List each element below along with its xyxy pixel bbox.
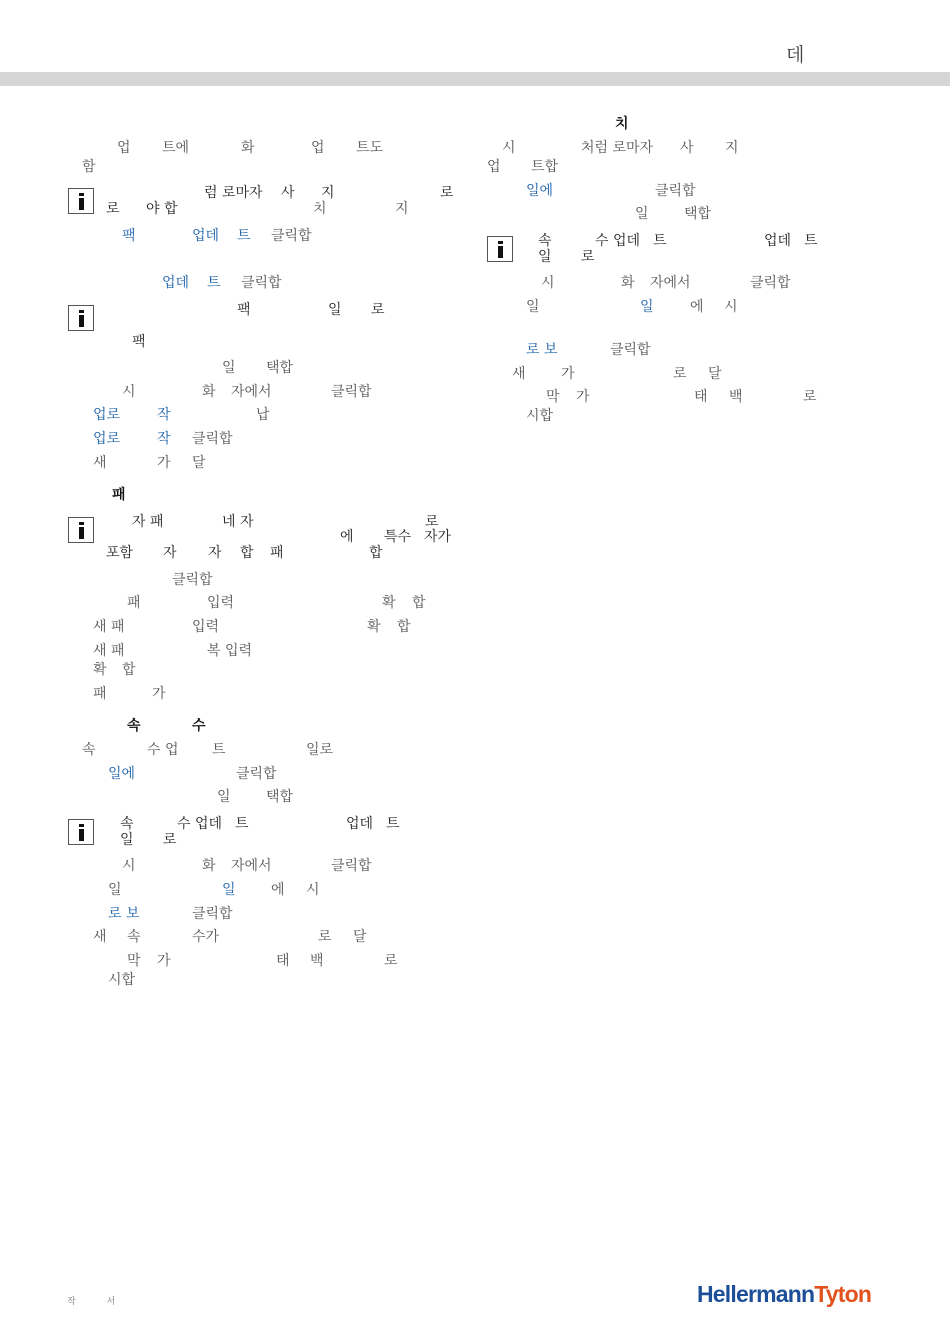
text: 패 <box>127 595 141 611</box>
text: 속 <box>82 742 96 758</box>
text: 네 자 <box>222 514 254 530</box>
link-text: 업데 <box>192 228 220 244</box>
text: 화 <box>202 384 216 400</box>
text: 클릭합 <box>192 906 233 922</box>
text: 속 <box>127 929 141 945</box>
text: 패 <box>93 686 107 702</box>
text: 합 <box>122 662 136 678</box>
text: 일 <box>222 360 236 376</box>
text: 시 <box>502 140 516 156</box>
text: 수 업 <box>147 742 179 758</box>
text: 사 <box>680 140 694 156</box>
text: 특수 <box>384 529 412 545</box>
text: 화 <box>241 140 255 156</box>
text: 가 <box>152 686 166 702</box>
text: 로 <box>106 201 120 217</box>
text: 가 <box>576 389 590 405</box>
text: 화 <box>202 858 216 874</box>
link-text: 로 보 <box>526 342 558 358</box>
text: 달 <box>192 455 206 471</box>
link-text: 로 보 <box>108 906 140 922</box>
text: 일 <box>120 832 134 848</box>
text: 클릭합 <box>750 275 791 291</box>
text: 지 <box>725 140 739 156</box>
section-heading: 패 <box>112 487 126 503</box>
text: 지 <box>321 185 335 201</box>
text: 팩 <box>132 334 146 350</box>
link-text: 트 <box>237 228 251 244</box>
text: 시 <box>122 858 136 874</box>
text: 사 <box>281 185 295 201</box>
text: 택합 <box>684 206 712 222</box>
info-icon <box>487 236 513 262</box>
info-icon <box>68 305 94 331</box>
section-heading: 속 <box>127 718 141 734</box>
link-text: 트 <box>207 275 221 291</box>
text: 로 <box>803 389 817 405</box>
text: 합 <box>397 619 411 635</box>
link-text: 팩 <box>122 228 136 244</box>
brand-logo <box>697 1281 871 1308</box>
link-text: 일에 <box>526 183 554 199</box>
text: 작 <box>67 1297 76 1307</box>
text: 자에서 <box>650 275 691 291</box>
text: 확 <box>93 662 107 678</box>
text: 클릭합 <box>331 384 372 400</box>
text: 클릭합 <box>236 766 277 782</box>
text: 지 <box>395 201 409 217</box>
text: 야 합 <box>146 201 178 217</box>
text: 시 <box>724 299 738 315</box>
text: 가 <box>561 366 575 382</box>
text: 시 <box>306 882 320 898</box>
text: 속 <box>538 233 552 249</box>
text: 로 <box>163 832 177 848</box>
text: 로 <box>673 366 687 382</box>
text: 클릭합 <box>172 572 213 588</box>
text: 일 <box>108 882 122 898</box>
text: 자에서 <box>231 384 272 400</box>
text: 트합 <box>531 159 559 175</box>
text: 클릭합 <box>610 342 651 358</box>
text: 트에 <box>162 140 190 156</box>
text: 막 <box>127 953 141 969</box>
text: 태 <box>694 389 708 405</box>
text: 화 <box>621 275 635 291</box>
text: 가 <box>157 455 171 471</box>
text: 패 <box>270 545 284 561</box>
text: 택합 <box>266 360 294 376</box>
text: 새 패 <box>93 643 125 659</box>
text: 새 <box>93 455 107 471</box>
text: 로 <box>440 185 454 201</box>
text: 에 <box>271 882 285 898</box>
text: 백 <box>729 389 743 405</box>
text: 클릭합 <box>192 431 233 447</box>
link-text: 업로 <box>93 431 121 447</box>
link-text: 업데 <box>162 275 190 291</box>
text: 함 <box>82 159 96 175</box>
text: 새 <box>512 366 526 382</box>
text: 속 <box>120 816 134 832</box>
text: 일 <box>217 789 231 805</box>
text: 막 <box>546 389 560 405</box>
text: 자 <box>163 545 177 561</box>
text: 업 <box>311 140 325 156</box>
info-icon <box>68 517 94 543</box>
link-text: 일 <box>640 299 654 315</box>
text: 팩 <box>237 302 251 318</box>
text: 시 <box>122 384 136 400</box>
text: 자 <box>208 545 222 561</box>
section-heading: 치 <box>615 116 629 132</box>
text: 치 <box>313 201 327 217</box>
text: 택합 <box>266 789 294 805</box>
text: 수 업데 <box>177 816 223 832</box>
text: 확 <box>382 595 396 611</box>
text: 시합 <box>108 972 136 988</box>
text: 새 패 <box>93 619 125 635</box>
text: 서 <box>106 1297 116 1307</box>
text: 로 <box>425 514 439 530</box>
text: 업데 <box>764 233 792 249</box>
text: 업 <box>487 159 501 175</box>
text: 클릭합 <box>271 228 312 244</box>
text: 합 <box>412 595 426 611</box>
text: 달 <box>353 929 367 945</box>
text: 업데 <box>346 816 374 832</box>
text: 에 <box>690 299 704 315</box>
text: 입력 <box>207 595 235 611</box>
info-icon <box>68 819 94 845</box>
text: 로 <box>581 249 595 265</box>
text: 트 <box>653 233 667 249</box>
text: 새 <box>93 929 107 945</box>
text: 자에서 <box>231 858 272 874</box>
text: 럼 로마자 <box>204 185 263 201</box>
link-text: 작 <box>157 431 171 447</box>
text: 트도 <box>356 140 384 156</box>
text: 처럼 로마자 <box>581 140 654 156</box>
header-bar <box>0 72 950 86</box>
text: 로 <box>371 302 385 318</box>
link-text: 일에 <box>108 766 136 782</box>
page-header-title: 데 <box>786 44 805 66</box>
text: 납 <box>256 407 270 423</box>
text: 로 <box>384 953 398 969</box>
text: 복 입력 <box>207 643 253 659</box>
text: 업 <box>117 140 131 156</box>
text: 일 <box>328 302 342 318</box>
text: 합 <box>369 545 383 561</box>
text: 시합 <box>526 408 554 424</box>
text: 자 패 <box>132 514 164 530</box>
text: 시 <box>541 275 555 291</box>
text: 포함 <box>106 545 134 561</box>
text: 클릭합 <box>331 858 372 874</box>
text: 일로 <box>306 742 334 758</box>
text: 수 업데 <box>595 233 641 249</box>
text: 가 <box>157 953 171 969</box>
text: 트 <box>804 233 818 249</box>
link-text: 작 <box>157 407 171 423</box>
link-text: 일 <box>222 882 236 898</box>
text: 태 <box>276 953 290 969</box>
text: 자가 <box>424 529 452 545</box>
text: 일 <box>635 206 649 222</box>
text: 합 <box>240 545 254 561</box>
text: 클릭합 <box>655 183 696 199</box>
text: 트 <box>212 742 226 758</box>
text: 트 <box>386 816 400 832</box>
link-text: 업로 <box>93 407 121 423</box>
text: 달 <box>708 366 722 382</box>
text: 입력 <box>192 619 220 635</box>
text: 트 <box>235 816 249 832</box>
info-icon <box>68 188 94 214</box>
text: 수가 <box>192 929 220 945</box>
text: 확 <box>367 619 381 635</box>
text: 일 <box>526 299 540 315</box>
text: 클릭합 <box>241 275 282 291</box>
text: 로 <box>318 929 332 945</box>
brand-logo-part: Hellermann <box>697 1281 815 1307</box>
text: 일 <box>538 249 552 265</box>
text: 에 <box>340 529 354 545</box>
footer-text <box>67 1294 115 1307</box>
section-heading: 수 <box>192 718 206 734</box>
text: 백 <box>310 953 324 969</box>
brand-logo-part: Tyton <box>814 1281 872 1307</box>
